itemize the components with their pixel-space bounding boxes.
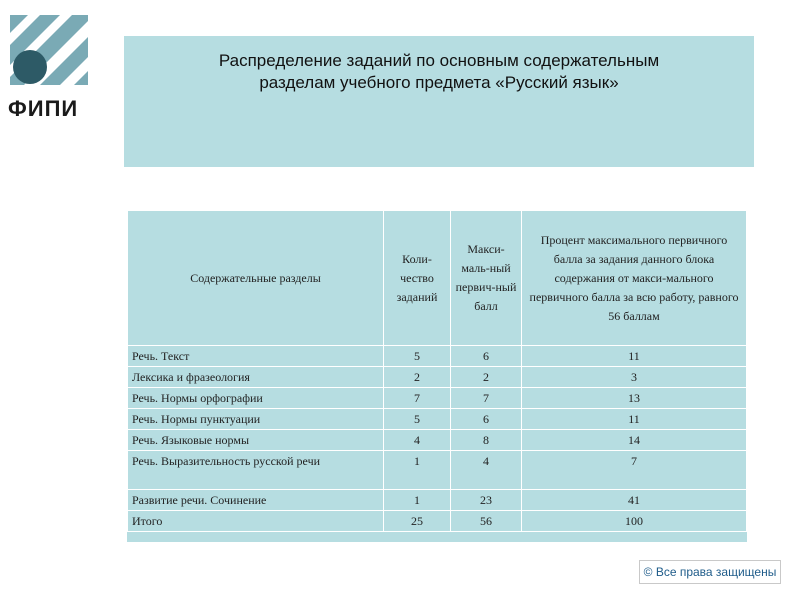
row-count: 7 (384, 388, 451, 409)
header-percent: Процент максимального первичного балла за задания данного блока содержания от макси-мального первичного балла за всю работу, равного 56 баллам (522, 211, 747, 346)
row-max: 4 (451, 451, 522, 490)
table-total-row (128, 511, 747, 532)
row-max: 2 (451, 367, 522, 388)
header-max-score: Макси-маль-ный первич-ный балл (451, 211, 522, 346)
row-count: 5 (384, 346, 451, 367)
copyright-badge: © Все права защищены (639, 560, 781, 584)
row-max: 8 (451, 430, 522, 451)
row-section: Речь. Нормы орфографии (128, 388, 384, 409)
row-max: 6 (451, 409, 522, 430)
logo-text: ФИПИ (8, 96, 79, 121)
table-row (128, 451, 747, 490)
row-max: 23 (451, 490, 522, 511)
header-sections: Содержательные разделы (128, 211, 384, 346)
table-header-row (128, 211, 747, 346)
row-percent: 3 (522, 367, 747, 388)
total-percent: 100 (522, 511, 747, 532)
page-title (124, 50, 754, 94)
table-row (128, 388, 747, 409)
row-section: Речь. Нормы пунктуации (128, 409, 384, 430)
table-row (128, 490, 747, 511)
table-row (128, 346, 747, 367)
total-label: Итого (128, 511, 384, 532)
row-max: 7 (451, 388, 522, 409)
table-row (128, 409, 747, 430)
row-count: 5 (384, 409, 451, 430)
row-percent: 13 (522, 388, 747, 409)
table-row (128, 430, 747, 451)
row-section: Речь. Языковые нормы (128, 430, 384, 451)
logo-graphic-icon (2, 15, 88, 95)
total-max: 56 (451, 511, 522, 532)
row-section: Развитие речи. Сочинение (128, 490, 384, 511)
row-section: Речь. Текст (128, 346, 384, 367)
row-percent: 14 (522, 430, 747, 451)
row-count: 2 (384, 367, 451, 388)
row-section: Речь. Выразительность русской речи (128, 451, 384, 490)
total-count: 25 (384, 511, 451, 532)
title-line-1: Распределение заданий по основным содержательным (218, 51, 660, 70)
distribution-table (127, 210, 747, 532)
row-percent: 11 (522, 346, 747, 367)
row-percent: 11 (522, 409, 747, 430)
table-row (128, 367, 747, 388)
row-section: Лексика и фразеология (128, 367, 384, 388)
row-percent: 41 (522, 490, 747, 511)
title-line-2: разделам учебного предмета «Русский язык» (259, 73, 619, 92)
title-panel (124, 36, 754, 167)
row-count: 4 (384, 430, 451, 451)
header-task-count: Коли-чество заданий (384, 211, 451, 346)
row-count: 1 (384, 451, 451, 490)
row-max: 6 (451, 346, 522, 367)
row-percent: 7 (522, 451, 747, 490)
row-count: 1 (384, 490, 451, 511)
